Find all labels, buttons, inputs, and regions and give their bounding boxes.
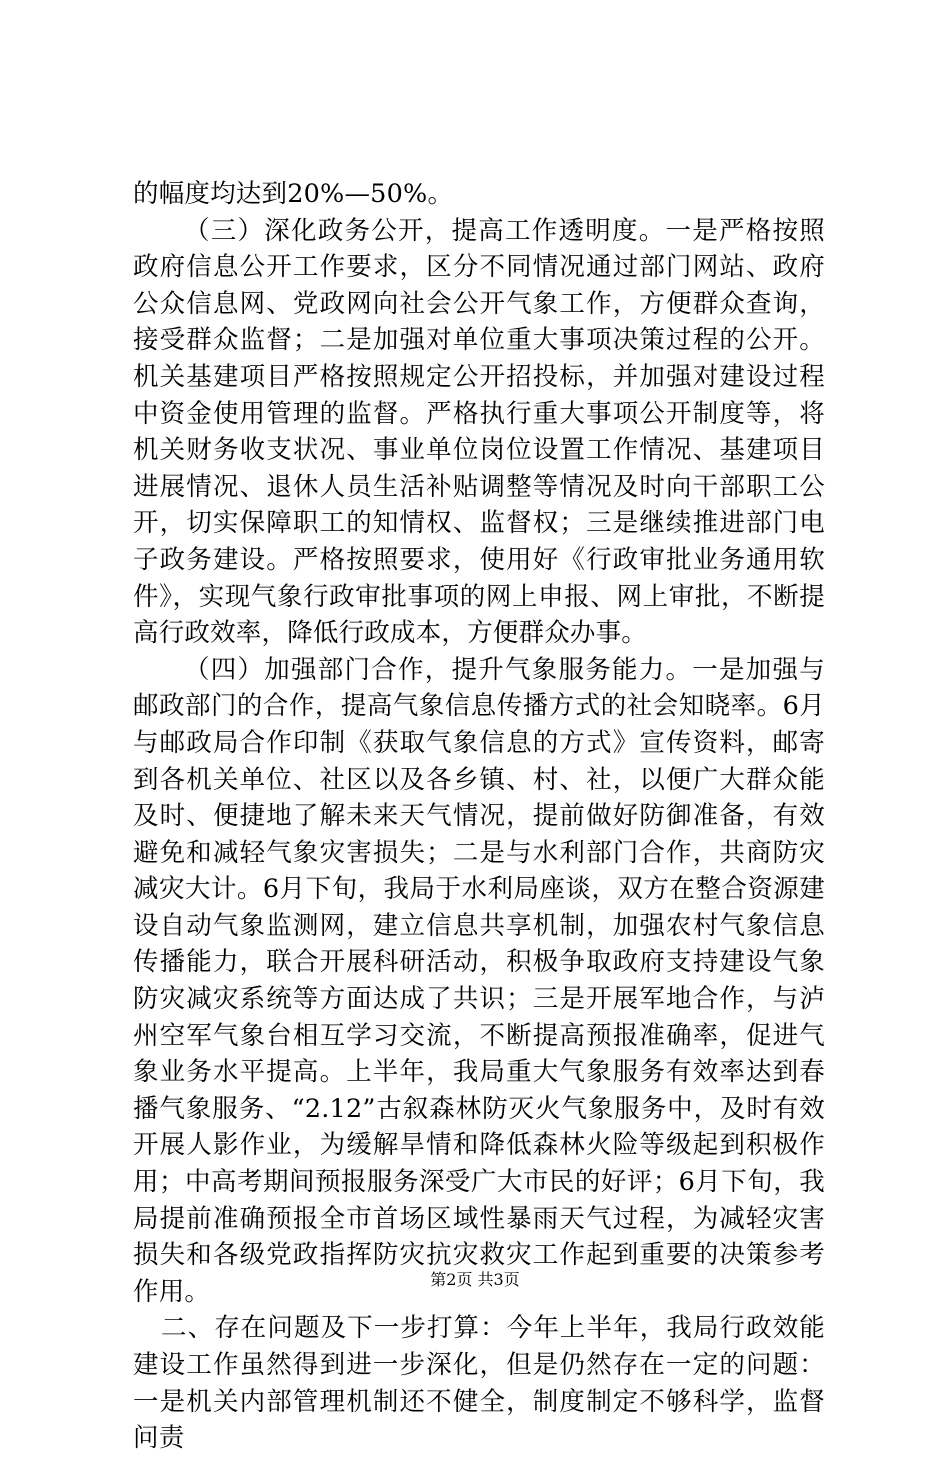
body-text bbox=[133, 176, 825, 1457]
paragraph-problems: 二、存在问题及下一步打算：今年上半年，我局行政效能建设工作虽然得到进一步深化，但是仍然存在一定的问题：一是机关内部管理机制还不健全，制度制定不够科学，监督问责 bbox=[133, 1313, 825, 1454]
paragraph-section-four: （四）加强部门合作，提升气象服务能力。一是加强与邮政部门的合作，提高气象信息传播方式的社会知晓率。6月与邮政局合作印制《获取气象信息的方式》宣传资料，邮寄到各机关单位、社区以及各乡镇、村、社，以便广大群众能及时、便捷地了解未来天气情况，提前做好防御准备，有效避免和减轻气象灾害损失；二是与水利部门合作，共商防灾减灾大计。6月下旬，我局于水利局座谈，双方在整合资源建设自动气象监测网，建立信息共享机制，加强农村气象信息传播能力，联合开展科研活动，积极争取政府支持建设气象防灾减灾系统等方面达成了共识；三是开展军地合作，与泸州空军气象台相互学习交流，不断提高预报准确率，促进气象业务水平提高。上半年，我局重大气象服务有效率达到春播气象服务、“2.12”古叙森林防灭火气象服务中，及时有效开展人影作业，为缓解旱情和降低森林火险等级起到积极作用；中高考期间预报服务深受广大市民的好评；6月下旬，我局提前准确预报全市首场区域性暴雨天气过程，为减轻灾害损失和各级党政指挥防灾抗灾救灾工作起到重要的决策参考作用。 bbox=[133, 654, 825, 1307]
page-footer: 第2页 共3页 bbox=[430, 1270, 520, 1289]
paragraph-section-three: （三）深化政务公开，提高工作透明度。一是严格按照政府信息公开工作要求，区分不同情况通过部门网站、政府公众信息网、党政网向社会公开气象工作，方便群众查询，接受群众监督；二是加强对单位重大事项决策过程的公开。机关基建项目严格按照规定公开招投标，并加强对建设过程中资金使用管理的监督。严格执行重大事项公开制度等，将机关财务收支状况、事业单位岗位设置工作情况、基建项目进展情况、退休人员生活补贴调整等情况及时向干部职工公开，切实保障职工的知情权、监督权；三是继续推进部门电子政务建设。严格按照要求，使用好《行政审批业务通用软件》，实现气象行政审批事项的网上申报、网上审批，不断提高行政效率，降低行政成本，方便群众办事。 bbox=[133, 215, 825, 649]
paragraph-continuation: 的幅度均达到20%—50%。 bbox=[133, 179, 454, 209]
